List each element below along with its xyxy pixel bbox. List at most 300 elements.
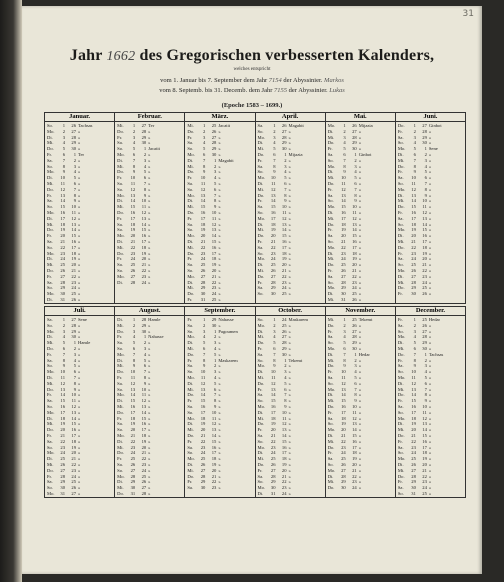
abyssinian-day: 15	[71, 233, 76, 239]
weekday: Sa.	[327, 233, 334, 239]
gregorian-day: 21	[270, 432, 276, 438]
abyssinian-day: 13	[71, 409, 76, 415]
gregorian-day: 26	[60, 267, 65, 273]
weekday: So.	[47, 163, 54, 169]
abyssinian-day: 19	[211, 461, 217, 467]
weekday: So.	[187, 328, 194, 334]
gregorian-day: 8	[273, 163, 276, 169]
abyssinian-month: »	[148, 322, 151, 328]
abyssinian-month: »	[288, 146, 291, 152]
weekday: Mi.	[117, 204, 124, 210]
weekday: Mi.	[257, 456, 265, 462]
weekday: Mo.	[327, 467, 336, 473]
abyssinian-month: »	[428, 380, 432, 386]
book-binding-edge	[0, 0, 22, 582]
gregorian-day: 14	[200, 392, 206, 398]
abyssinian-day: 24	[281, 285, 287, 291]
abyssinian-day: 20	[211, 267, 217, 273]
abyssinian-day: 24	[141, 467, 147, 473]
weekday: Fr.	[47, 432, 52, 438]
weekday: Do.	[47, 467, 54, 473]
gregorian-day: 9	[343, 169, 346, 175]
weekday: Do.	[187, 169, 195, 175]
page-title	[22, 47, 482, 65]
weekday: Do.	[257, 192, 265, 198]
abyssinian-month: »	[148, 134, 151, 140]
weekday: Mi.	[397, 157, 405, 163]
gregorian-day: 3	[203, 328, 206, 334]
abyssinian-month: »	[148, 432, 151, 438]
abyssinian-month: »	[428, 256, 432, 262]
abyssinian-day: 18	[281, 250, 287, 256]
weekday: Fr.	[397, 128, 403, 134]
abyssinian-month: »	[218, 198, 221, 204]
gregorian-day: 22	[341, 244, 346, 250]
gregorian-day: 23	[200, 250, 206, 256]
abyssinian-day: 9	[73, 198, 76, 204]
abyssinian-day: 18	[71, 438, 76, 444]
abyssinian-day: 7	[284, 186, 287, 192]
abyssinian-month: »	[288, 291, 291, 297]
weekday: Sa.	[187, 262, 194, 268]
abyssinian-month: Magabit	[288, 123, 304, 128]
gregorian-day: 14	[341, 392, 346, 398]
gregorian-day: 9	[413, 363, 416, 369]
weekday: Sa.	[47, 198, 53, 204]
abyssinian-month: »	[218, 273, 221, 279]
gregorian-day: 10	[341, 175, 346, 181]
abyssinian-month: »	[428, 285, 432, 291]
abyssinian-day: 21	[71, 267, 76, 273]
weekday: Mi.	[327, 215, 335, 221]
abyssinian-day: 29	[281, 345, 287, 351]
gregorian-day: 22	[60, 438, 65, 444]
weekday: So.	[327, 157, 334, 163]
abyssinian-month: »	[148, 479, 151, 485]
weekday: Mo.	[47, 328, 55, 334]
abyssinian-day: 17	[352, 244, 357, 250]
gregorian-day: 22	[60, 244, 65, 250]
gregorian-day: 20	[130, 233, 136, 239]
abyssinian-month: »	[358, 215, 361, 221]
abyssinian-day: 20	[352, 461, 357, 467]
abyssinian-day: 30	[422, 140, 427, 146]
abyssinian-day: 28	[422, 334, 427, 340]
weekday: So.	[257, 479, 264, 485]
abyssinian-day: 28	[281, 134, 287, 140]
weekday: So.	[117, 227, 124, 233]
gregorian-day: 16	[341, 403, 346, 409]
weekday: So.	[187, 369, 194, 375]
abyssinian-month: »	[148, 450, 151, 456]
gregorian-day: 18	[341, 221, 346, 227]
abyssinian-month: »	[288, 351, 291, 357]
abyssinian-day: 25	[281, 291, 287, 297]
weekday: Mi.	[327, 438, 335, 444]
weekday: Do.	[187, 128, 195, 134]
gregorian-day: 26	[341, 267, 346, 273]
abyssinian-month: »	[428, 345, 432, 351]
abyssinian-month: »	[218, 485, 221, 491]
weekday: So.	[257, 128, 264, 134]
gregorian-day: 11	[130, 374, 136, 380]
gregorian-day: 4	[132, 334, 136, 340]
weekday: Sa.	[47, 438, 53, 444]
gregorian-day: 28	[60, 279, 65, 285]
abyssinian-month: »	[358, 328, 361, 334]
abyssinian-month: »	[78, 438, 81, 444]
gregorian-day: 16	[130, 403, 136, 409]
gregorian-day: 12	[60, 380, 65, 386]
abyssinian-day: 26	[352, 322, 357, 328]
weekday: Sa.	[397, 175, 404, 181]
gregorian-day: 8	[62, 163, 65, 169]
abyssinian-month: »	[148, 273, 151, 279]
gregorian-day: 2	[343, 128, 346, 134]
abyssinian-month: »	[358, 279, 361, 285]
month-column	[255, 316, 325, 497]
day-row	[45, 491, 114, 497]
abyssinian-month: »	[78, 146, 81, 152]
gregorian-day: 7	[413, 157, 416, 163]
gregorian-day: 9	[273, 363, 276, 369]
abyssinian-month: Tekemt	[288, 357, 303, 363]
gregorian-day: 12	[411, 186, 416, 192]
abyssinian-month: »	[428, 169, 432, 175]
weekday: Mi.	[187, 386, 194, 392]
gregorian-day: 5	[62, 146, 65, 152]
gregorian-day: 21	[411, 432, 416, 438]
abyssinian-day: 22	[71, 273, 76, 279]
abyssinian-month: »	[218, 456, 221, 462]
abyssinian-month: »	[218, 209, 221, 215]
abyssinian-month: »	[358, 363, 361, 369]
weekday: Di.	[327, 432, 334, 438]
abyssinian-day: 28	[211, 140, 217, 146]
abyssinian-day: 24	[281, 490, 287, 496]
day-row	[396, 297, 465, 303]
weekday: Fr.	[187, 256, 193, 262]
weekday: Mi.	[187, 285, 194, 291]
abyssinian-day: 15	[141, 415, 147, 421]
abyssinian-day: 26	[71, 296, 76, 302]
gregorian-day: 16	[200, 403, 206, 409]
abyssinian-day: 6	[73, 369, 76, 375]
abyssinian-day: 10	[71, 392, 76, 398]
gregorian-day: 31	[200, 296, 206, 302]
weekday: Mi.	[187, 163, 194, 169]
abyssinian-day: 2	[143, 151, 147, 157]
weekday: Do.	[187, 291, 195, 297]
abyssinian-month: »	[358, 369, 361, 375]
abyssinian-day: 6	[354, 380, 357, 386]
weekday: Mo.	[187, 233, 195, 239]
weekday: Di.	[187, 238, 194, 244]
weekday: Do.	[327, 140, 335, 146]
subtitle: welches entspricht	[233, 67, 271, 72]
weekday: Fr.	[187, 479, 193, 485]
weekday: So.	[397, 369, 404, 375]
abyssinian-month: »	[78, 169, 81, 175]
gregorian-day: 6	[203, 151, 206, 157]
abyssinian-month: »	[358, 386, 361, 392]
abyssinian-day: 9	[73, 386, 76, 392]
abyssinian-month: »	[78, 204, 81, 210]
abyssinian-day: 20	[71, 262, 76, 268]
abyssinian-day: 18	[141, 432, 147, 438]
gregorian-day: 16	[130, 209, 136, 215]
gregorian-day: 21	[60, 238, 65, 244]
abyssinian-day: 13	[422, 421, 427, 427]
weekday: Sa.	[187, 322, 194, 328]
abyssinian-day: 11	[352, 409, 357, 415]
month-name: März.	[184, 113, 254, 121]
weekday: Fr.	[257, 467, 263, 473]
gregorian-day: 16	[200, 209, 206, 215]
weekday: So.	[327, 340, 334, 346]
abyssinian-month: »	[148, 398, 151, 404]
weekday: Di.	[397, 151, 404, 157]
abyssinian-month: »	[148, 186, 151, 192]
gregorian-day: 25	[60, 262, 65, 268]
gregorian-day: 11	[271, 374, 276, 380]
range-line-1-suffix: der Abyssinier.	[283, 77, 323, 84]
day-row	[115, 280, 184, 286]
gregorian-day: 21	[200, 432, 206, 438]
weekday: Mi.	[117, 363, 124, 369]
weekday: Di.	[117, 279, 123, 285]
abyssinian-month: »	[428, 157, 432, 163]
weekday: Mi.	[117, 485, 124, 491]
abyssinian-day: 14	[422, 427, 427, 433]
abyssinian-day: 6	[143, 175, 147, 181]
gregorian-day: 24	[270, 256, 276, 262]
weekday: Mi.	[327, 317, 335, 322]
abyssinian-day: 4	[73, 357, 76, 363]
weekday: Mo.	[187, 192, 195, 198]
gregorian-day: 24	[60, 256, 65, 262]
gregorian-day: 23	[411, 250, 416, 256]
abyssinian-month: »	[288, 169, 291, 175]
weekday: Do.	[257, 421, 265, 427]
weekday: Fr.	[117, 456, 123, 462]
weekday: Do.	[257, 461, 265, 467]
weekday: Di.	[47, 334, 53, 340]
gregorian-day: 26	[130, 461, 136, 467]
abyssinian-day: 7	[424, 180, 427, 186]
abyssinian-day: 19	[141, 250, 147, 256]
abyssinian-day: 14	[422, 221, 427, 227]
abyssinian-day: 25	[422, 317, 427, 322]
abyssinian-month: »	[218, 233, 221, 239]
gregorian-day: 7	[343, 157, 346, 163]
abyssinian-day: 5	[73, 175, 76, 181]
abyssinian-day: 23	[141, 273, 147, 279]
abyssinian-month: »	[78, 128, 81, 134]
abyssinian-month: »	[358, 392, 361, 398]
weekday: Mi.	[187, 204, 194, 210]
gregorian-day: 11	[60, 374, 65, 380]
weekday: Sa.	[327, 334, 334, 340]
gregorian-day: 22	[411, 438, 416, 444]
abyssinian-day: 6	[73, 180, 76, 186]
abyssinian-month: »	[288, 180, 291, 186]
weekday: Do.	[187, 473, 195, 479]
gregorian-day: 17	[341, 409, 346, 415]
abyssinian-month: »	[78, 296, 81, 302]
weekday: So.	[257, 438, 264, 444]
abyssinian-month: »	[428, 369, 432, 375]
abyssinian-day: 2	[424, 151, 427, 157]
abyssinian-day: 30	[141, 328, 147, 334]
gregorian-day: 17	[341, 215, 346, 221]
abyssinian-month: »	[288, 415, 291, 421]
gregorian-day: 14	[270, 198, 276, 204]
abyssinian-month: »	[358, 461, 361, 467]
abyssinian-month: »	[148, 386, 151, 392]
abyssinian-day: 3	[143, 157, 147, 163]
gregorian-day: 25	[411, 262, 416, 268]
weekday: Do.	[397, 432, 405, 438]
weekday: So.	[117, 427, 124, 433]
weekday: So.	[257, 291, 264, 297]
gregorian-day: 11	[411, 180, 416, 186]
abyssinian-day: 20	[422, 461, 427, 467]
weekday: Do.	[327, 322, 335, 328]
abyssinian-day: 24	[71, 285, 76, 291]
abyssinian-day: 27	[71, 317, 76, 322]
abyssinian-day: 4	[143, 351, 147, 357]
gregorian-day: 26	[341, 461, 346, 467]
abyssinian-month: »	[78, 227, 81, 233]
weekday: Fr.	[187, 398, 193, 404]
gregorian-day: 16	[60, 209, 65, 215]
abyssinian-month: Mijazia	[358, 123, 373, 128]
gregorian-day: 3	[413, 328, 416, 334]
weekday: Sa.	[257, 123, 264, 128]
month-column	[325, 316, 395, 497]
abyssinian-month: »	[148, 392, 151, 398]
abyssinian-day: 5	[143, 169, 147, 175]
gregorian-day: 2	[413, 128, 416, 134]
weekday: Sa.	[327, 374, 334, 380]
abyssinian-day: 2	[73, 157, 76, 163]
weekday: So.	[47, 485, 54, 491]
gregorian-day: 12	[341, 380, 346, 386]
abyssinian-day: 6	[284, 180, 287, 186]
abyssinian-month: »	[78, 328, 81, 334]
abyssinian-day: 23	[281, 485, 287, 491]
abyssinian-day: 14	[211, 233, 217, 239]
gregorian-day: 7	[203, 157, 206, 163]
gregorian-day: 25	[130, 262, 136, 268]
abyssinian-month: Magabit	[218, 157, 234, 163]
weekday: Di.	[47, 456, 53, 462]
weekday: Mi.	[327, 479, 335, 485]
weekday: Di.	[257, 490, 264, 496]
abyssinian-month: »	[288, 421, 291, 427]
abyssinian-day: 22	[352, 473, 357, 479]
gregorian-day: 7	[343, 351, 346, 357]
abyssinian-day: 2	[214, 334, 217, 340]
gregorian-day: 22	[130, 244, 136, 250]
gregorian-day: 2	[273, 322, 276, 328]
abyssinian-month: »	[428, 467, 432, 473]
abyssinian-day: 9	[424, 192, 427, 198]
gregorian-day: 8	[132, 357, 136, 363]
abyssinian-day: 17	[281, 450, 287, 456]
gregorian-day: 8	[343, 357, 346, 363]
weekday: Mi.	[47, 140, 54, 146]
weekday: Sa.	[47, 317, 53, 322]
gregorian-day: 14	[60, 198, 65, 204]
gregorian-day: 13	[130, 192, 136, 198]
abyssinian-month: Sene	[78, 317, 87, 322]
abyssinian-month: »	[358, 180, 361, 186]
weekday: So.	[47, 285, 54, 291]
weekday: Mo.	[397, 186, 406, 192]
gregorian-day: 3	[343, 134, 346, 140]
abyssinian-day: 15	[281, 438, 287, 444]
abyssinian-day: 20	[281, 262, 287, 268]
weekday: So.	[187, 409, 194, 415]
abyssinian-month: »	[78, 467, 81, 473]
abyssinian-day: 29	[352, 340, 357, 346]
gregorian-day: 21	[130, 432, 136, 438]
weekday: Sa.	[397, 134, 404, 140]
abyssinian-day: 5	[284, 175, 287, 181]
weekday: Fr.	[187, 438, 193, 444]
abyssinian-day: 17	[211, 450, 217, 456]
abyssinian-month: »	[358, 473, 361, 479]
abyssinian-day: 21	[281, 267, 287, 273]
abyssinian-month: »	[288, 175, 291, 181]
weekday: Fr.	[47, 192, 52, 198]
gregorian-day: 19	[411, 227, 416, 233]
weekday: Do.	[117, 209, 124, 215]
weekday: Do.	[397, 244, 405, 250]
abyssinian-month: »	[358, 198, 361, 204]
abyssinian-month: »	[428, 279, 432, 285]
weekday: Sa.	[47, 157, 53, 163]
gregorian-day: 12	[130, 186, 136, 192]
abyssinian-month: »	[148, 363, 151, 369]
abyssinian-month: »	[78, 140, 81, 146]
abyssinian-month: »	[428, 409, 432, 415]
gregorian-day: 17	[130, 409, 136, 415]
gregorian-day: 3	[62, 328, 65, 334]
abyssinian-month: »	[148, 403, 151, 409]
gregorian-day: 26	[130, 267, 136, 273]
abyssinian-month: »	[218, 256, 221, 262]
weekday: Sa.	[117, 140, 123, 146]
abyssinian-day: 5	[73, 363, 76, 369]
gregorian-day: 11	[341, 374, 346, 380]
abyssinian-month: »	[288, 461, 291, 467]
abyssinian-day: 8	[214, 198, 217, 204]
gregorian-day: 5	[343, 146, 346, 152]
abyssinian-month: »	[78, 444, 81, 450]
abyssinian-month: Maskarem	[218, 357, 238, 363]
weekday: So.	[187, 450, 194, 456]
abyssinian-month: »	[78, 134, 81, 140]
weekday: Mo.	[397, 267, 406, 273]
weekday: Do.	[47, 427, 54, 433]
gregorian-day: 5	[413, 340, 416, 346]
weekday: Mi.	[327, 357, 335, 363]
abyssinian-month: »	[358, 479, 361, 485]
weekday: So.	[47, 204, 54, 210]
